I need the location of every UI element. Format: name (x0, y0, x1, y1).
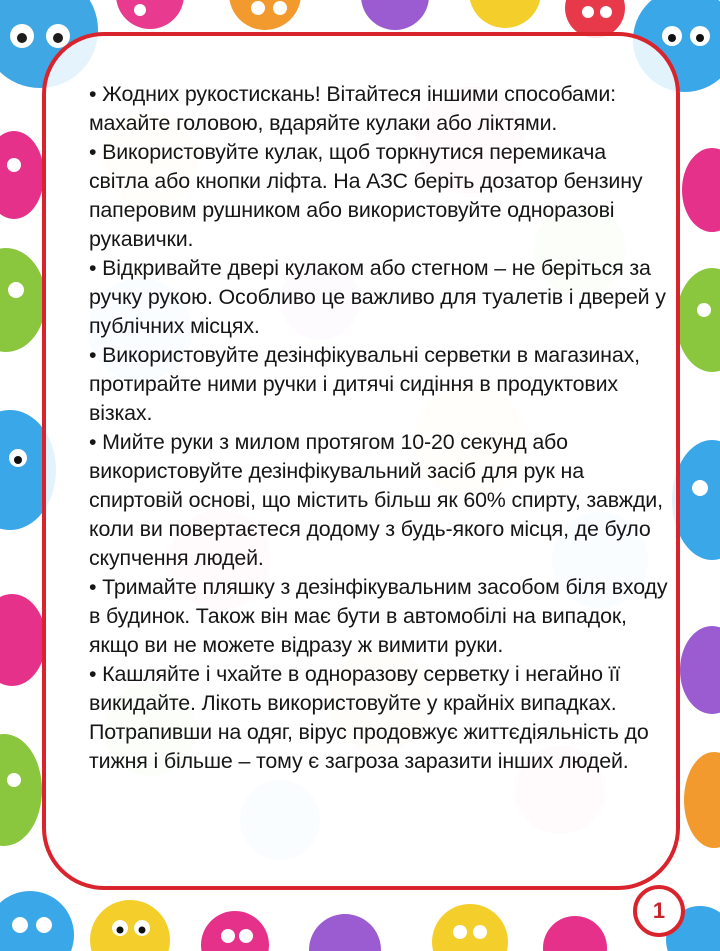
tip-item: • Використовуйте дезінфікувальні серветки в магазинах, протирайте ними ручки і дитячі сидіння в продуктових візках. (89, 341, 669, 428)
germ-green-left (0, 248, 46, 352)
germ-green-right (676, 268, 720, 372)
germ-pink-left-2 (0, 594, 46, 686)
tip-item: • Відкривайте двері кулаком або стегном – не беріться за ручку рукою. Особливо це важливо для туалетів і дверей у публічних місцях. (89, 254, 669, 341)
germ-yellow-bottom (90, 900, 170, 951)
tip-item: • Тримайте пляшку з дезінфікувальним засобом біля входу в будинок. Також він має бути в автомобілі на випадок, якщо ви не можете відразу ж вимити руки. (89, 573, 669, 660)
tip-item: • Мийте руки з милом протягом 10-20 секунд або використовуйте дезінфікувальний засіб для рук на спиртовій основі, що містить більш як 60% спирту, завжди, коли ви повертаєтеся додому з будь-якого місця, де було скупчення людей. (89, 428, 669, 573)
germ-orange-right (684, 752, 720, 848)
germ-purple-bottom (309, 914, 381, 951)
germ-purple-right (680, 626, 720, 714)
germ-green-left-2 (0, 734, 42, 846)
germ-yellow-top (469, 0, 541, 28)
tip-item: • Жодних рукостискань! Вітайтеся іншими способами: махайте головою, вдаряйте кулаки або ліктями. (89, 80, 669, 138)
germ-purple-top (361, 0, 429, 30)
tip-item: • Використовуйте кулак, щоб торкнутися перемикача світла або кнопки ліфта. На АЗС беріть дозатор бензину паперовим рушником або використовуйте одноразові рукавички. (89, 138, 669, 254)
page-number-badge (633, 885, 685, 937)
germ-pink-right-1 (682, 148, 720, 232)
germ-orange-top (229, 0, 301, 30)
germ-pink-bottom (201, 911, 269, 951)
germ-pink-top (116, 0, 184, 29)
tips-list (89, 80, 669, 776)
germ-yellow-bottom-2 (432, 904, 508, 951)
germ-blue-bottom-left (0, 891, 74, 951)
page-number: 1 (652, 898, 666, 923)
germ-pink-bottom-right (543, 916, 607, 951)
tip-item: • Кашляйте і чхайте в одноразову серветку і негайно її викидайте. Лікоть використовуйте у крайніх випадках. Потрапивши на одяг, вірус продовжує життєдіяльність до тижня і більше – тому є загроза заразити інших людей. (89, 660, 669, 776)
germ-pink-left-1 (0, 131, 44, 219)
